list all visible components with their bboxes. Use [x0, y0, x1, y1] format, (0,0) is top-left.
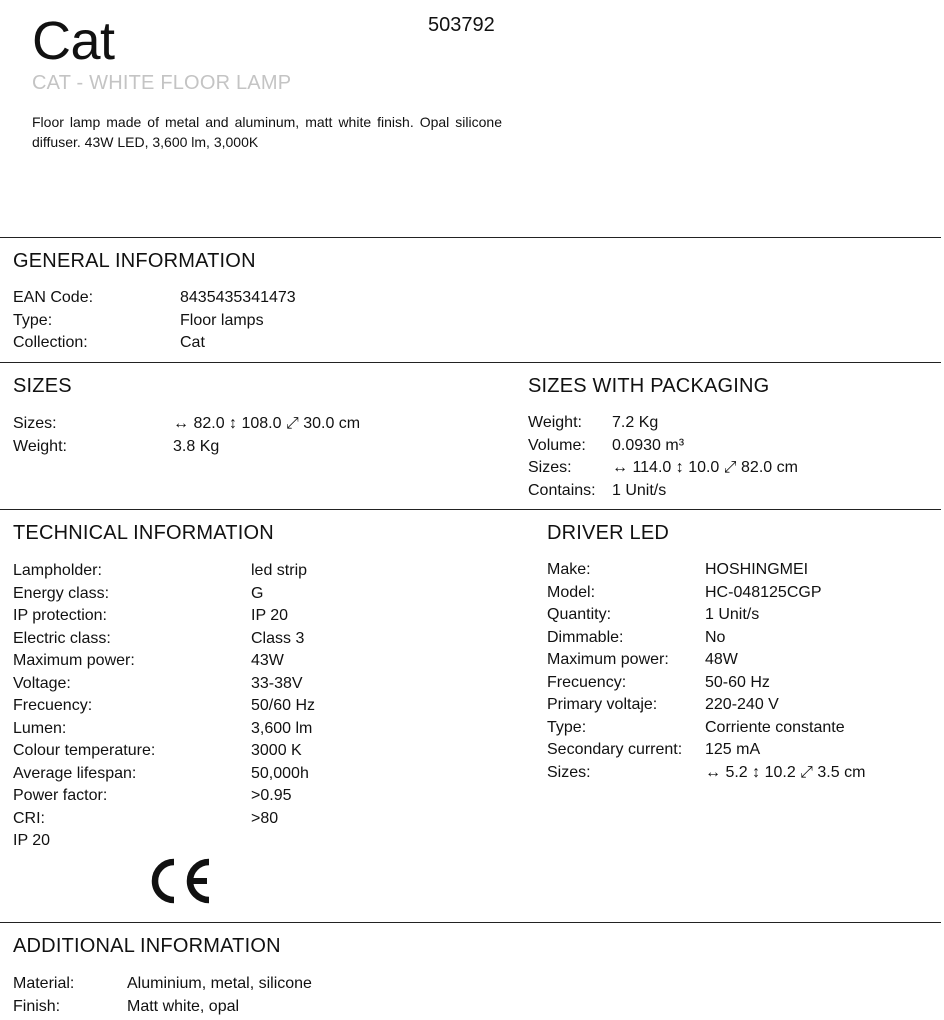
divider-general [0, 237, 941, 238]
technical-row [13, 695, 315, 718]
packaging-value: 0.0930 m³ [612, 436, 685, 454]
packaging-value: ↔ 114.0 ↕ 10.0 ⤢ 82.0 cm [612, 459, 798, 476]
packaging-value: 7.2 Kg [612, 414, 659, 431]
driver-row [547, 739, 865, 762]
packaging-label: Volume: [528, 436, 586, 454]
additional-row-finish [13, 996, 312, 1019]
additional-value: Aluminium, metal, silicone [127, 975, 312, 992]
driver-value: HOSHINGMEI [705, 561, 809, 578]
technical-list [13, 560, 315, 853]
technical-row [13, 785, 315, 808]
technical-label: IP protection: [13, 607, 107, 624]
driver-row [547, 717, 865, 740]
sizes-value: 3.8 Kg [173, 437, 220, 455]
driver-label: Quantity: [547, 606, 612, 623]
technical-row [13, 583, 315, 606]
driver-value: 220-240 V [705, 696, 779, 713]
product-description: Floor lamp made of metal and aluminum, matt white finish. Opal silicone diffuser. 43W LED, 3,600 lm, 3,000K [32, 114, 502, 150]
general-row-ean [13, 287, 296, 310]
technical-label: Average lifespan: [13, 764, 137, 782]
packaging-row-volume [528, 435, 798, 458]
packaging-row-contains [528, 480, 798, 503]
driver-value: 48W [705, 651, 738, 668]
driver-value: ↔ 5.2 ↕ 10.2 ⤢ 3.5 cm [705, 763, 866, 781]
technical-label: Electric class: [13, 629, 111, 647]
general-label: Collection: [13, 334, 88, 351]
technical-value: IP 20 [251, 607, 289, 624]
technical-value: Class 3 [251, 629, 305, 647]
technical-row [13, 673, 315, 696]
driver-row [547, 582, 865, 605]
driver-label: Dimmable: [547, 628, 624, 646]
driver-row [547, 649, 865, 672]
driver-label: Sizes: [547, 763, 591, 781]
packaging-row-weight [528, 412, 798, 435]
technical-row [13, 740, 315, 763]
technical-row [13, 763, 315, 786]
driver-label: Secondary current: [547, 741, 683, 758]
technical-label: Lumen: [13, 719, 67, 737]
general-label: EAN Code: [13, 289, 94, 306]
general-info-list [13, 287, 296, 355]
driver-title: DRIVER LED [547, 522, 670, 544]
product-subtitle: CAT - WHITE FLOOR LAMP [32, 72, 292, 94]
technical-row [13, 605, 315, 628]
technical-title: TECHNICAL INFORMATION [13, 522, 274, 544]
technical-value: 50/60 Hz [251, 697, 316, 714]
technical-label: IP 20 [13, 832, 51, 849]
driver-value: HC-048125CGP [705, 583, 822, 601]
additional-row-material [13, 973, 312, 996]
driver-row [547, 672, 865, 695]
packaging-value: 1 Unit/s [612, 481, 667, 499]
driver-label: Type: [547, 718, 587, 736]
packaging-row-sizes [528, 457, 798, 480]
divider-additional [0, 922, 941, 923]
driver-row [547, 627, 865, 650]
technical-row [13, 650, 315, 673]
general-label: Type: [13, 311, 53, 329]
additional-label: Material: [13, 975, 75, 992]
packaging-label: Sizes: [528, 459, 572, 476]
technical-value: led strip [251, 562, 308, 579]
sizes-title: SIZES [13, 375, 72, 397]
technical-value: 43W [251, 652, 284, 669]
additional-title: ADDITIONAL INFORMATION [13, 935, 281, 957]
driver-value: No [705, 628, 726, 646]
general-value: 8435435341473 [180, 289, 296, 306]
packaging-list [528, 412, 798, 502]
ce-mark-icon [148, 856, 214, 906]
driver-value: 1 Unit/s [705, 606, 760, 623]
technical-row [13, 830, 315, 853]
product-reference: 503792 [428, 14, 495, 36]
driver-label: Maximum power: [547, 651, 669, 668]
divider-technical [0, 509, 941, 510]
driver-value: 125 mA [705, 741, 761, 758]
general-value: Floor lamps [180, 311, 264, 329]
technical-value: G [251, 584, 264, 602]
general-value: Cat [180, 334, 205, 351]
technical-label: CRI: [13, 809, 45, 827]
additional-label: Finish: [13, 997, 61, 1015]
technical-label: Voltage: [13, 674, 71, 692]
driver-label: Model: [547, 583, 596, 601]
technical-label: Maximum power: [13, 652, 135, 669]
driver-row [547, 559, 865, 582]
technical-value: 33-38V [251, 674, 303, 692]
driver-label: Make: [547, 561, 591, 578]
sizes-row-dimensions [13, 413, 360, 436]
technical-value: 50,000h [251, 764, 309, 782]
technical-label: Frecuency: [13, 697, 93, 714]
divider-sizes [0, 362, 941, 363]
packaging-title: SIZES WITH PACKAGING [528, 375, 770, 397]
packaging-label: Contains: [528, 481, 596, 499]
driver-value: 50-60 Hz [705, 673, 770, 691]
sizes-row-weight [13, 436, 360, 459]
technical-row [13, 628, 315, 651]
technical-value: >0.95 [251, 787, 292, 804]
driver-row [547, 604, 865, 627]
technical-label: Lampholder: [13, 562, 102, 579]
general-row-collection [13, 332, 296, 355]
sizes-value: ↔ 82.0 ↕ 108.0 ⤢ 30.0 cm [173, 415, 361, 432]
technical-value: 3000 K [251, 742, 302, 759]
technical-value: 3,600 lm [251, 719, 313, 737]
sizes-label: Sizes: [13, 415, 57, 432]
sizes-list [13, 413, 360, 458]
driver-row [547, 694, 865, 717]
general-info-title: GENERAL INFORMATION [13, 250, 256, 272]
driver-label: Frecuency: [547, 673, 627, 691]
sizes-label: Weight: [13, 437, 67, 455]
additional-list [13, 973, 312, 1018]
technical-label: Colour temperature: [13, 742, 156, 759]
technical-row [13, 718, 315, 741]
packaging-label: Weight: [528, 414, 582, 431]
general-row-type [13, 310, 296, 333]
driver-label: Primary voltaje: [547, 696, 658, 713]
technical-label: Energy class: [13, 584, 110, 602]
driver-list [547, 559, 865, 784]
technical-row [13, 808, 315, 831]
technical-row [13, 560, 315, 583]
product-title: Cat [32, 11, 115, 71]
driver-row [547, 762, 865, 785]
additional-value: Matt white, opal [127, 997, 240, 1015]
driver-value: Corriente constante [705, 718, 845, 736]
technical-value: >80 [251, 809, 279, 827]
technical-label: Power factor: [13, 787, 108, 804]
